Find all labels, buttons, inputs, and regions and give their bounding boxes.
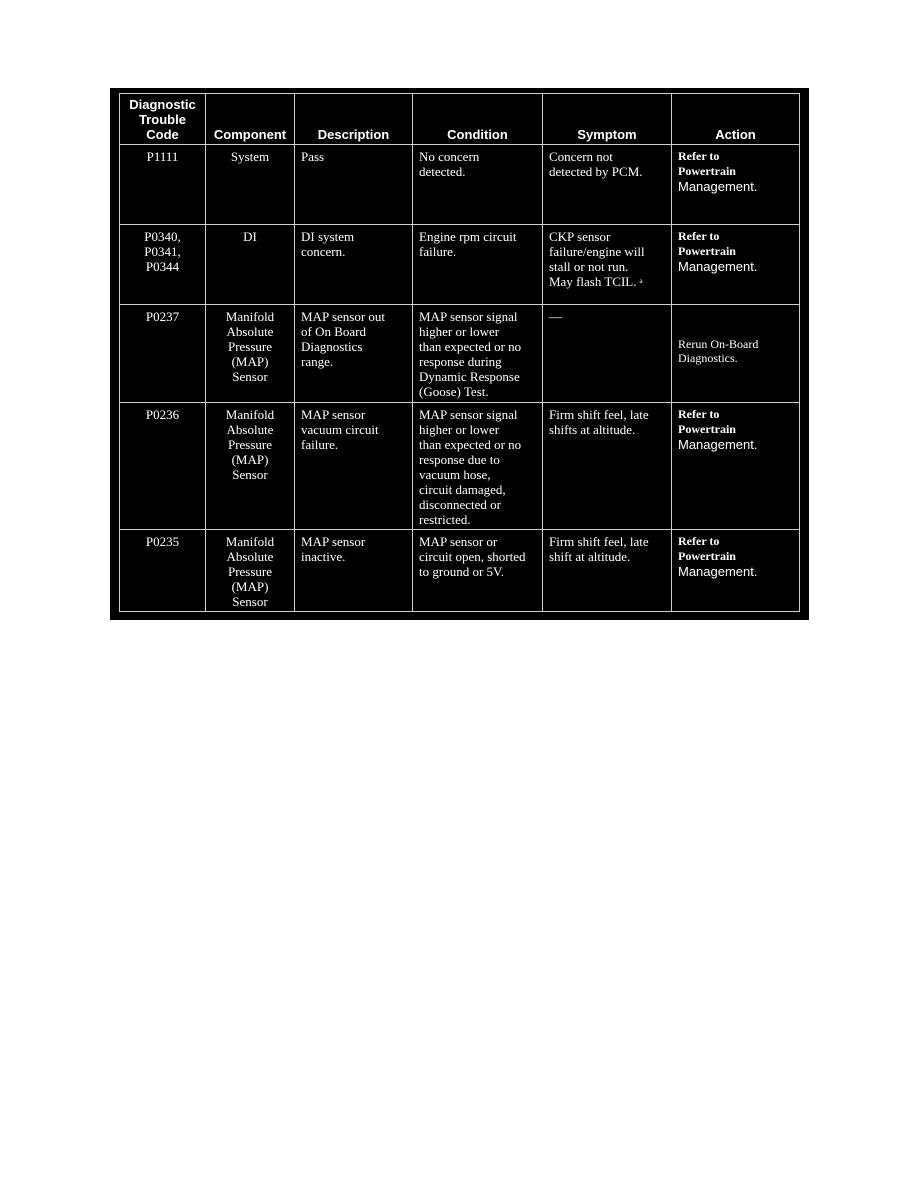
dtc-table bbox=[119, 93, 800, 612]
action-bold-text: Refer to Powertrain bbox=[678, 407, 736, 436]
component-cell: DI bbox=[206, 225, 295, 305]
symptom-text: Concern not detected by PCM. bbox=[549, 149, 643, 179]
dtc-table-panel bbox=[110, 88, 809, 620]
action-cell bbox=[672, 305, 800, 403]
header-action: Action bbox=[672, 94, 800, 145]
code-cell: P1111 bbox=[120, 145, 206, 225]
table-row bbox=[120, 305, 800, 403]
code-cell: P0340, P0341, P0344 bbox=[120, 225, 206, 305]
code-cell: P0236 bbox=[120, 403, 206, 530]
symptom-cell bbox=[543, 305, 672, 403]
condition-cell: MAP sensor signal higher or lower than expected or no response due to vacuum hose, circuit damaged, disconnected or restricted. bbox=[413, 403, 543, 530]
action-bold-text: Refer to Powertrain bbox=[678, 229, 736, 258]
description-cell: MAP sensor out of On Board Diagnostics range. bbox=[295, 305, 413, 403]
code-cell: P0237 bbox=[120, 305, 206, 403]
action-cell bbox=[672, 530, 800, 612]
action-bold-text: Refer to Powertrain bbox=[678, 534, 736, 563]
action-text: Management. bbox=[678, 259, 758, 274]
description-cell: Pass bbox=[295, 145, 413, 225]
header-symptom: Symptom bbox=[543, 94, 672, 145]
symptom-cell bbox=[543, 403, 672, 530]
action-cell bbox=[672, 145, 800, 225]
table-header-row bbox=[120, 94, 800, 145]
header-description: Description bbox=[295, 94, 413, 145]
action-cell bbox=[672, 403, 800, 530]
description-cell: MAP sensor vacuum circuit failure. bbox=[295, 403, 413, 530]
action-text: Management. bbox=[678, 564, 758, 579]
symptom-text: Firm shift feel, late shift at altitude. bbox=[549, 534, 649, 564]
symptom-cell bbox=[543, 225, 672, 305]
symptom-cell bbox=[543, 145, 672, 225]
symptom-text: Firm shift feel, late shifts at altitude. bbox=[549, 407, 649, 437]
description-cell: DI system concern. bbox=[295, 225, 413, 305]
table-row bbox=[120, 403, 800, 530]
action-bold-text: Refer to Powertrain bbox=[678, 149, 736, 178]
component-cell: Manifold Absolute Pressure (MAP) Sensor bbox=[206, 403, 295, 530]
symptom-cell bbox=[543, 530, 672, 612]
symptom-text: CKP sensor failure/engine will stall or not run. May flash TCIL. bbox=[549, 229, 645, 289]
table-row bbox=[120, 225, 800, 305]
component-cell: Manifold Absolute Pressure (MAP) Sensor bbox=[206, 305, 295, 403]
condition-cell: No concern detected. bbox=[413, 145, 543, 225]
table-row bbox=[120, 530, 800, 612]
description-cell: MAP sensor inactive. bbox=[295, 530, 413, 612]
component-cell: Manifold Absolute Pressure (MAP) Sensor bbox=[206, 530, 295, 612]
component-cell: System bbox=[206, 145, 295, 225]
header-condition: Condition bbox=[413, 94, 543, 145]
condition-cell: MAP sensor or circuit open, shorted to ground or 5V. bbox=[413, 530, 543, 612]
action-text: Rerun On-Board Diagnostics. bbox=[678, 337, 759, 365]
action-cell bbox=[672, 225, 800, 305]
condition-cell: Engine rpm circuit failure. bbox=[413, 225, 543, 305]
condition-cell: MAP sensor signal higher or lower than expected or no response during Dynamic Response (Goose) Test. bbox=[413, 305, 543, 403]
symptom-footnote: a bbox=[639, 277, 643, 285]
code-cell: P0235 bbox=[120, 530, 206, 612]
action-text: Management. bbox=[678, 437, 758, 452]
action-text: Management. bbox=[678, 179, 758, 194]
header-code: Diagnostic Trouble Code bbox=[120, 94, 206, 145]
header-component: Component bbox=[206, 94, 295, 145]
symptom-text: — bbox=[549, 309, 562, 324]
table-row bbox=[120, 145, 800, 225]
